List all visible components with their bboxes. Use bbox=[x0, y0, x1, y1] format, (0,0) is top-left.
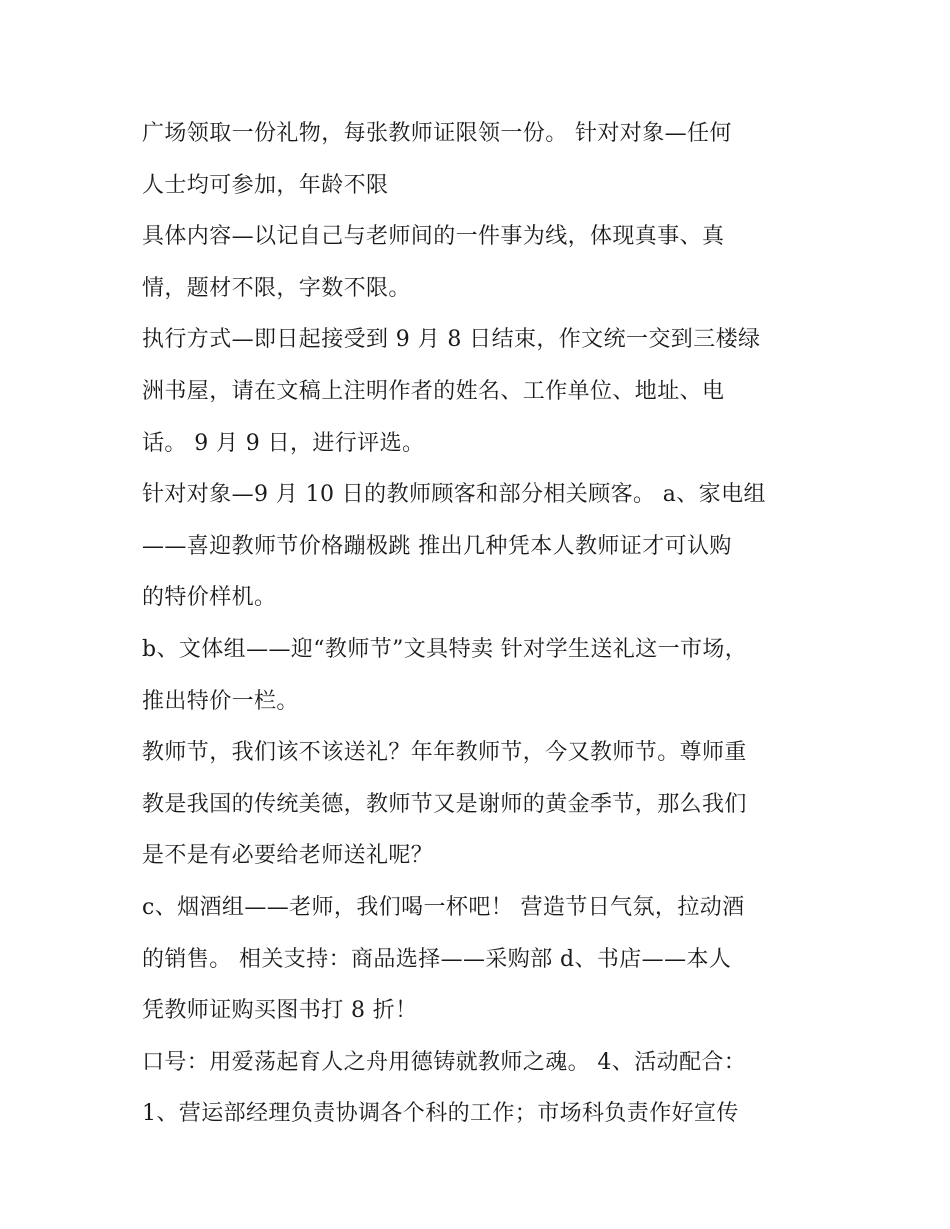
text-line: c、烟酒组——老师，我们喝一杯吧！ 营造节日气氛，拉动酒 bbox=[142, 894, 745, 920]
text-line: 是不是有必要给老师送礼呢？ bbox=[142, 843, 434, 869]
text-line: 洲书屋，请在文稿上注明作者的姓名、工作单位、地址、电 bbox=[142, 378, 725, 404]
text-line: 话。 9 月 9 日，进行评选。 bbox=[142, 430, 425, 456]
text-line: b、文体组——迎“教师节”文具特卖 针对学生送礼这一市场， bbox=[142, 636, 748, 662]
text-line: 凭教师证购买图书打 8 折！ bbox=[142, 998, 418, 1024]
text-line: 执行方式—即日起接受到 9 月 8 日结束，作文统一交到三楼绿 bbox=[142, 327, 761, 353]
text-line: 口号：用爱荡起育人之舟用德铸就教师之魂。 4、活动配合： bbox=[142, 1049, 747, 1075]
text-line: 人士均可参加，年龄不限 bbox=[142, 172, 389, 198]
text-line: ——喜迎教师节价格蹦极跳 推出几种凭本人教师证才可认购 bbox=[142, 533, 732, 559]
text-line: 广场领取一份礼物，每张教师证限领一份。 针对对象—任何 bbox=[142, 121, 732, 146]
text-line: 具体内容—以记自己与老师间的一件事为线，体现真事、真 bbox=[142, 224, 725, 250]
text-line: 教是我国的传统美德，教师节又是谢师的黄金季节，那么我们 bbox=[142, 791, 747, 817]
text-line: 的特价样机。 bbox=[142, 585, 277, 611]
text-line: 的销售。 相关支持：商品选择——采购部 d、书店——本人 bbox=[142, 946, 732, 972]
text-line: 情，题材不限，字数不限。 bbox=[142, 275, 411, 301]
text-line: 教师节，我们该不该送礼？年年教师节，今又教师节。尊师重 bbox=[142, 740, 747, 766]
text-line: 1、营运部经理负责协调各个科的工作；市场科负责作好宣传 bbox=[142, 1101, 739, 1127]
text-line: 针对对象—9 月 10 日的教师顾客和部分相关顾客。 a、家电组 bbox=[142, 482, 766, 508]
document-body bbox=[142, 108, 822, 1140]
text-line: 推出特价一栏。 bbox=[142, 688, 299, 714]
